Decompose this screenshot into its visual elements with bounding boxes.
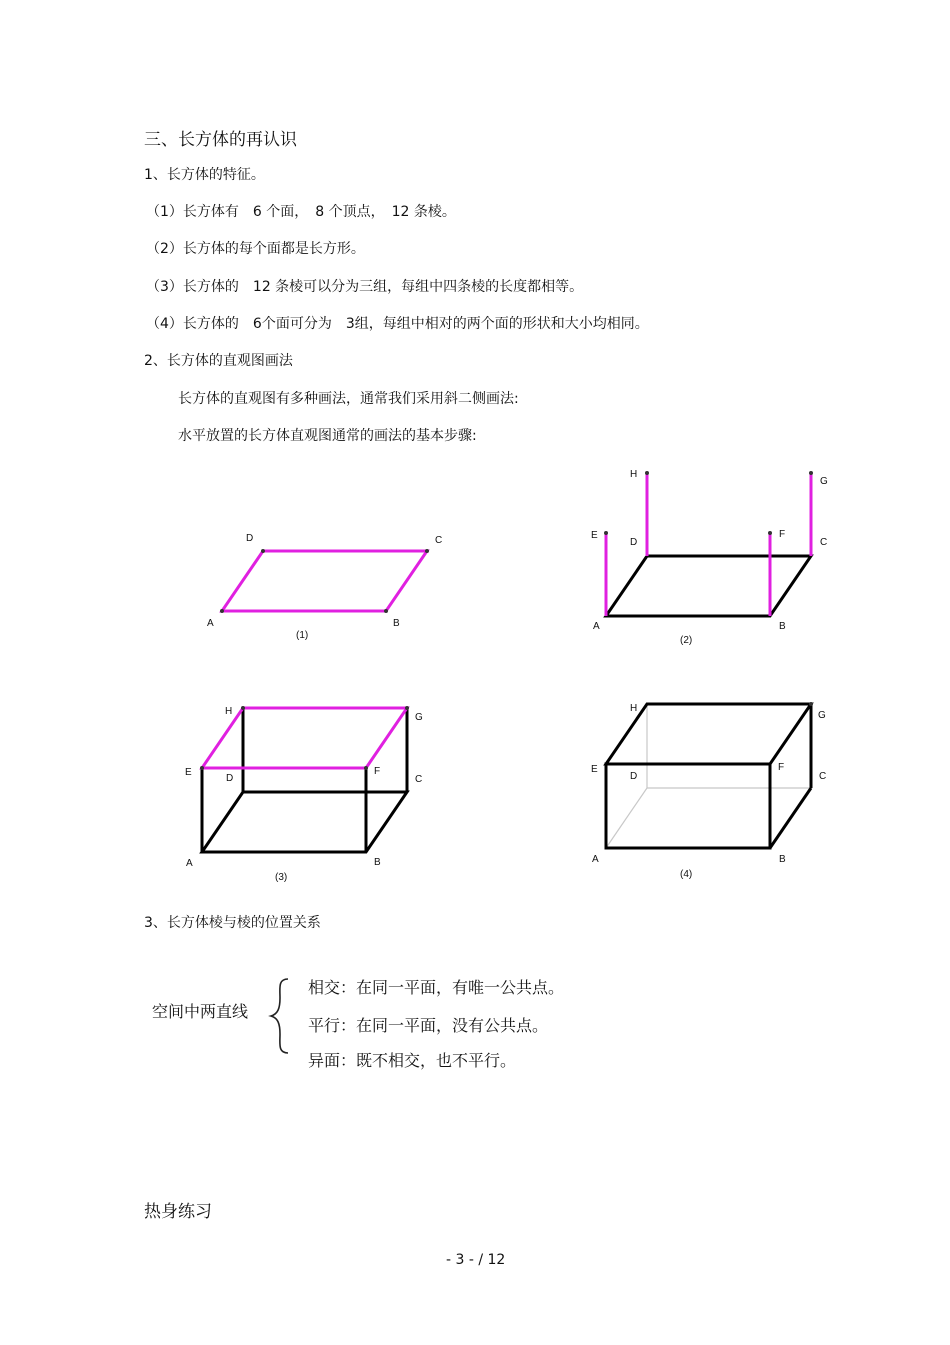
fig4-label-C: C <box>819 771 827 782</box>
fig4-label-D: D <box>630 771 638 782</box>
fig3-label-D: D <box>226 773 234 784</box>
fig2-label-E: E <box>591 530 598 541</box>
fig3-label-F: F <box>374 766 381 777</box>
relation-skew: 异面：既不相交，也不平行。 <box>308 1051 517 1070</box>
fig1-label-D: D <box>246 533 254 544</box>
fig1-label-A: A <box>207 618 214 629</box>
fig2-label-F: F <box>779 529 786 540</box>
fig2-label-H: H <box>630 469 638 480</box>
fig4-label-E: E <box>591 764 598 775</box>
left-brace-icon <box>266 976 296 1056</box>
brace-label: 空间中两直线 <box>152 1002 249 1021</box>
section-title: 三、长方体的再认识 <box>144 130 297 150</box>
fig2-base <box>606 556 811 616</box>
fig3-label-H: H <box>225 706 233 717</box>
item2-line-1: 长方体的直观图有多种画法，通常我们采用斜二侧画法: <box>178 391 519 407</box>
fig1-base <box>222 551 427 611</box>
fig3-bottom <box>202 792 407 852</box>
item2-heading: 2、长方体的直观图画法 <box>144 353 293 369</box>
fig3-label-E: E <box>185 767 192 778</box>
item1-line-1: （1）长方体有 6 个面， 8 个顶点， 12 条棱。 <box>146 204 456 220</box>
fig3-label-B: B <box>374 857 381 868</box>
item3-heading: 3、长方体棱与棱的位置关系 <box>144 915 321 931</box>
figure-1-base-parallelogram <box>220 549 429 613</box>
item1-line-2: （2）长方体的每个面都是长方形。 <box>146 241 365 257</box>
fig2-label-C: C <box>820 537 828 548</box>
fig3-label-A: A <box>186 858 193 869</box>
fig3-label-C: C <box>415 774 423 785</box>
relation-parallel: 平行：在同一平面，没有公共点。 <box>308 1016 549 1035</box>
fig3-label-G: G <box>415 712 423 723</box>
fig2-caption: (2) <box>680 635 693 646</box>
relation-intersecting: 相交：在同一平面，有唯一公共点。 <box>308 978 565 997</box>
warmup-title: 热身练习 <box>144 1202 212 1222</box>
fig4-label-H: H <box>630 703 638 714</box>
fig2-label-G: G <box>820 476 828 487</box>
fig1-label-B: B <box>393 618 400 629</box>
fig4-label-F: F <box>778 762 785 773</box>
item1-line-4: （4）长方体的 6个面可分为 3组，每组中相对的两个面的形状和大小均相同。 <box>146 316 649 332</box>
page-number: - 3 - / 12 <box>446 1252 506 1268</box>
item2-line-2: 水平放置的长方体直观图通常的画法的基本步骤: <box>178 428 477 444</box>
fig3-top <box>202 708 407 768</box>
fig4-label-G: G <box>818 710 826 721</box>
fig4-label-A: A <box>592 854 599 865</box>
fig1-caption: (1) <box>296 630 309 641</box>
fig4-label-B: B <box>779 854 786 865</box>
fig2-label-B: B <box>779 621 786 632</box>
fig2-label-A: A <box>593 621 600 632</box>
fig1-label-C: C <box>435 535 443 546</box>
fig3-caption: (3) <box>275 872 288 883</box>
item1-line-3: （3）长方体的 12 条棱可以分为三组，每组中四条棱的长度都相等。 <box>146 279 584 295</box>
fig2-label-D: D <box>630 537 638 548</box>
fig4-caption: (4) <box>680 869 693 880</box>
item1-heading: 1、长方体的特征。 <box>144 167 265 183</box>
